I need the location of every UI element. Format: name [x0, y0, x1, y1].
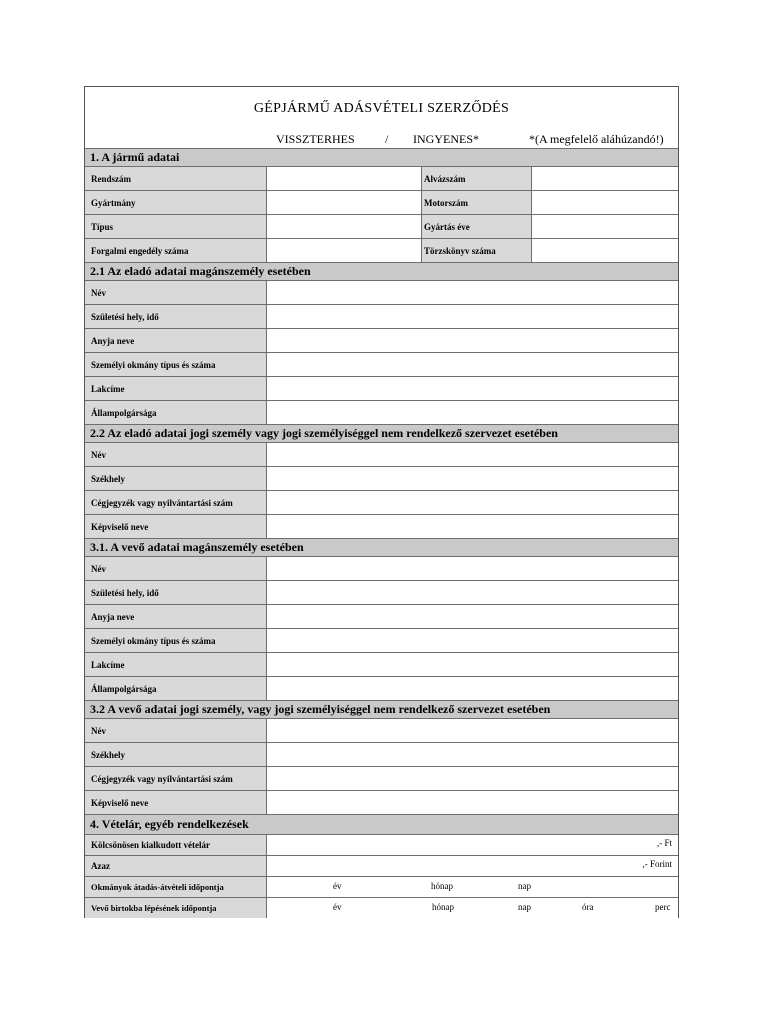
section-heading: 2.2 Az eladó adatai jogi személy vagy jogi személyiséggel nem rendelkező szervezet esetében — [90, 426, 558, 440]
field-label: Lakcíme — [85, 653, 266, 676]
section-heading: 3.1. A vevő adatai magánszemély esetében — [90, 540, 304, 554]
field-label: Név — [85, 281, 266, 304]
seller-person-row — [85, 352, 678, 376]
field-label: Születési hely, idő — [85, 305, 266, 328]
currency-suffix: ,- Ft — [656, 838, 672, 848]
year-label: év — [333, 881, 342, 891]
buyer-mother-name-field[interactable] — [266, 605, 678, 628]
section-heading: 1. A jármű adatai — [90, 150, 180, 164]
section-seller-company-header — [85, 424, 678, 442]
buyer-representative-field[interactable] — [266, 791, 678, 814]
buyer-name-field[interactable] — [266, 557, 678, 580]
production-year-field[interactable] — [531, 215, 678, 238]
field-label: Név — [85, 719, 266, 742]
field-label: Okmányok átadás-átvételi időpontja — [85, 877, 266, 897]
field-label: Személyi okmány típus és száma — [85, 629, 266, 652]
price-row — [85, 834, 678, 855]
buyer-person-row — [85, 556, 678, 580]
option-free: INGYENES* — [413, 132, 479, 146]
buyer-person-row — [85, 652, 678, 676]
price-in-words-field[interactable] — [266, 856, 678, 876]
buyer-address-field[interactable] — [266, 653, 678, 676]
seller-registry-number-field[interactable] — [266, 491, 678, 514]
seller-company-name-field[interactable] — [266, 443, 678, 466]
type-field[interactable] — [266, 215, 421, 238]
buyer-company-row — [85, 742, 678, 766]
field-label: Forgalmi engedély száma — [85, 239, 266, 262]
field-label: Név — [85, 443, 266, 466]
field-label: Székhely — [85, 467, 266, 490]
underline-note: *(A megfelelő aláhúzandó!) — [529, 132, 664, 146]
buyer-company-row — [85, 718, 678, 742]
documents-handover-row — [85, 876, 678, 897]
seller-person-row — [85, 304, 678, 328]
buyer-person-row — [85, 676, 678, 700]
vehicle-row — [85, 214, 678, 238]
vehicle-row — [85, 166, 678, 190]
field-label: Székhely — [85, 743, 266, 766]
seller-name-field[interactable] — [266, 281, 678, 304]
seller-person-row — [85, 400, 678, 424]
field-label: Lakcíme — [85, 377, 266, 400]
seller-representative-field[interactable] — [266, 515, 678, 538]
section-vehicle-header — [85, 148, 678, 166]
seller-person-row — [85, 328, 678, 352]
seller-seat-field[interactable] — [266, 467, 678, 490]
section-seller-person-header — [85, 262, 678, 280]
buyer-birth-field[interactable] — [266, 581, 678, 604]
buyer-person-row — [85, 604, 678, 628]
month-label: hónap — [432, 902, 454, 912]
month-label: hónap — [431, 881, 453, 891]
field-label: Képviselő neve — [85, 791, 266, 814]
year-label: év — [333, 902, 342, 912]
section-price-header — [85, 814, 678, 834]
section-buyer-person-header — [85, 538, 678, 556]
possession-date-field[interactable] — [266, 898, 678, 918]
field-label: Kölcsönösen kialkudott vételár — [85, 835, 266, 855]
section-heading: 3.2 A vevő adatai jogi személy, vagy jogi személyiséggel nem rendelkező szervezet esetében — [90, 702, 551, 716]
field-label: Név — [85, 557, 266, 580]
option-onerous: VISSZTERHES — [276, 132, 355, 146]
field-label: Állampolgársága — [85, 401, 266, 424]
currency-suffix: ,- Forint — [642, 859, 672, 869]
make-field[interactable] — [266, 191, 421, 214]
chassis-number-field[interactable] — [531, 167, 678, 190]
seller-address-field[interactable] — [266, 377, 678, 400]
seller-citizenship-field[interactable] — [266, 401, 678, 424]
field-label: Motorszám — [421, 191, 531, 214]
agreed-price-field[interactable] — [266, 835, 678, 855]
option-separator: / — [385, 132, 389, 146]
seller-company-row — [85, 490, 678, 514]
seller-company-row — [85, 442, 678, 466]
page-title: GÉPJÁRMŰ ADÁSVÉTELI SZERZŐDÉS — [253, 101, 510, 116]
seller-birth-field[interactable] — [266, 305, 678, 328]
field-label: Gyártmány — [85, 191, 266, 214]
seller-mother-name-field[interactable] — [266, 329, 678, 352]
buyer-company-row — [85, 790, 678, 814]
day-label: nap — [518, 881, 531, 891]
field-label: Cégjegyzék vagy nyilvántartási szám — [85, 767, 266, 790]
seller-id-document-field[interactable] — [266, 353, 678, 376]
field-label: Gyártás éve — [421, 215, 531, 238]
seller-company-row — [85, 514, 678, 538]
engine-number-field[interactable] — [531, 191, 678, 214]
buyer-registry-number-field[interactable] — [266, 767, 678, 790]
vehicle-row — [85, 238, 678, 262]
field-label: Törzskönyv száma — [421, 239, 531, 262]
seller-person-row — [85, 280, 678, 304]
documents-handover-date-field[interactable] — [266, 877, 678, 897]
field-label: Személyi okmány típus és száma — [85, 353, 266, 376]
buyer-person-row — [85, 628, 678, 652]
field-label: Azaz — [85, 856, 266, 876]
vehicle-row — [85, 190, 678, 214]
buyer-company-name-field[interactable] — [266, 719, 678, 742]
minute-label: perc — [655, 902, 671, 912]
field-label: Vevő birtokba lépésének időpontja — [85, 898, 266, 918]
field-label: Anyja neve — [85, 605, 266, 628]
title-document-field[interactable] — [531, 239, 678, 262]
field-label: Alvázszám — [421, 167, 531, 190]
registration-certificate-field[interactable] — [266, 239, 421, 262]
possession-row — [85, 897, 678, 918]
section-buyer-company-header — [85, 700, 678, 718]
section-heading: 4. Vételár, egyéb rendelkezések — [90, 817, 249, 831]
buyer-company-row — [85, 766, 678, 790]
seller-company-row — [85, 466, 678, 490]
field-label: Képviselő neve — [85, 515, 266, 538]
field-label: Születési hely, idő — [85, 581, 266, 604]
buyer-person-row — [85, 580, 678, 604]
buyer-seat-field[interactable] — [266, 743, 678, 766]
seller-person-row — [85, 376, 678, 400]
field-label: Rendszám — [85, 167, 266, 190]
contract-form — [84, 86, 679, 918]
field-label: Állampolgársága — [85, 677, 266, 700]
field-label: Cégjegyzék vagy nyilvántartási szám — [85, 491, 266, 514]
field-label: Anyja neve — [85, 329, 266, 352]
plate-number-field[interactable] — [266, 167, 421, 190]
price-words-row — [85, 855, 678, 876]
day-label: nap — [518, 902, 531, 912]
field-label: Típus — [85, 215, 266, 238]
buyer-id-document-field[interactable] — [266, 629, 678, 652]
section-heading: 2.1 Az eladó adatai magánszemély esetében — [90, 264, 311, 278]
buyer-citizenship-field[interactable] — [266, 677, 678, 700]
hour-label: óra — [582, 902, 594, 912]
